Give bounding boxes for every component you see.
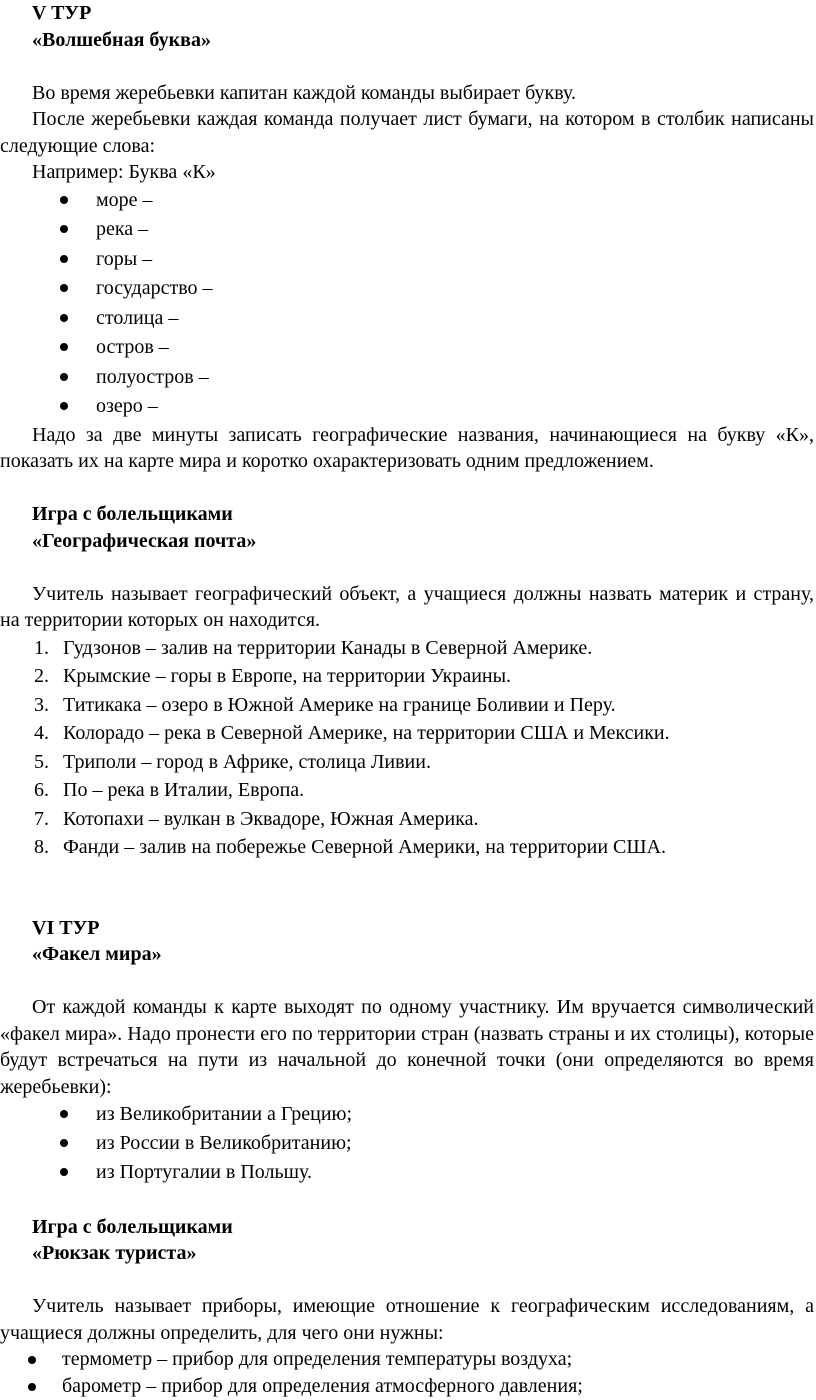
list-item: государство –: [0, 274, 814, 304]
tour5-paragraph-2: После жеребьевки каждая команда получает лист бумаги, на котором в столбик написаны следующие слова:: [0, 108, 814, 157]
game2-paragraph-1: Учитель называет приборы, имеющие отношение к географическим исследованиям, а учащиеся должны определить, для чего они нужны:: [0, 1295, 814, 1344]
list-item: озеро –: [0, 392, 814, 422]
bullet-icon: [60, 373, 68, 381]
list-item: из Португалии в Польшу.: [0, 1158, 814, 1187]
game2-instrument-list: [0, 1346, 814, 1400]
list-item: 5. Триполи – город в Африке, столица Ливии.: [34, 750, 431, 773]
list-item: столица –: [0, 304, 814, 334]
bullet-icon: [60, 343, 68, 351]
game1-paragraph-1: Учитель называет географический объект, а учащиеся должны назвать материк и страну, на территории которых он находится.: [0, 582, 814, 631]
bullet-icon: [60, 1168, 68, 1176]
bullet-icon: [28, 1383, 36, 1391]
bullet-icon: [60, 225, 68, 233]
game2-title: Игра с болельщиками: [32, 1215, 233, 1238]
tour5-paragraph-3: Например: Буква «К»: [32, 161, 216, 183]
bullet-icon: [60, 284, 68, 292]
tour5-paragraph-1: Во время жеребьевки капитан каждой команды выбирает букву.: [32, 81, 577, 104]
tour5-title: V ТУР: [32, 2, 92, 24]
tour5-paragraph-4: Надо за две минуты записать географические названия, начинающиеся на букву «К», показать их на карте мира и коротко охарактеризовать одним предложением.: [0, 423, 814, 472]
list-item: 3. Титикака – озеро в Южной Америке на границе Боливии и Перу.: [34, 693, 616, 716]
list-item: 6. По – река в Италии, Европа.: [34, 779, 305, 801]
tour6-route-list: [0, 1100, 814, 1187]
bullet-icon: [60, 314, 68, 322]
tour5-subtitle: «Волшебная буква»: [32, 28, 211, 51]
bullet-icon: [60, 196, 68, 204]
tour6-paragraph-1: От каждой команды к карте выходят по одному участнику. Им вручается символический «факел мира». Надо пронести его по территории стран (назвать страны и их столицы), которые будут встречаться на пути из начальной до конечной точки (они определяются во время жеребьевки):: [0, 996, 814, 1098]
list-item: море –: [0, 186, 814, 216]
bullet-icon: [60, 255, 68, 263]
list-item: остров –: [0, 333, 814, 363]
tour6-title: VI ТУР: [32, 916, 100, 939]
game1-title: Игра с болельщиками: [32, 503, 233, 525]
game1-answer-list: [0, 634, 814, 862]
list-item: полуостров –: [0, 363, 814, 393]
list-item: из Великобритании а Грецию;: [0, 1100, 814, 1129]
list-item: термометр – прибор для определения температуры воздуха;: [0, 1346, 814, 1373]
list-item: 8. Фанди – залив на побережье Северной Америки, на территории США.: [34, 836, 667, 858]
game2-subtitle: «Рюкзак туриста»: [32, 1242, 197, 1264]
list-item: 7. Котопахи – вулкан в Эквадоре, Южная Америка.: [34, 807, 479, 830]
bullet-icon: [28, 1356, 36, 1364]
list-item: 2. Крымские – горы в Европе, на территории Украины.: [34, 665, 512, 687]
list-item: 1. Гудзонов – залив на территории Канады в Северной Америке.: [34, 636, 593, 659]
list-item: река –: [0, 215, 814, 245]
bullet-icon: [60, 402, 68, 410]
tour5-word-list: [0, 186, 814, 422]
list-item: 4. Колорадо – река в Северной Америке, на территории США и Мексики.: [34, 722, 670, 744]
tour6-subtitle: «Факел мира»: [32, 943, 162, 965]
list-item: из России в Великобританию;: [0, 1129, 814, 1158]
game1-subtitle: «Географическая почта»: [32, 529, 257, 552]
bullet-icon: [60, 1139, 68, 1147]
bullet-icon: [60, 1110, 68, 1118]
list-item: горы –: [0, 245, 814, 275]
list-item: барометр – прибор для определения атмосферного давления;: [0, 1373, 814, 1400]
